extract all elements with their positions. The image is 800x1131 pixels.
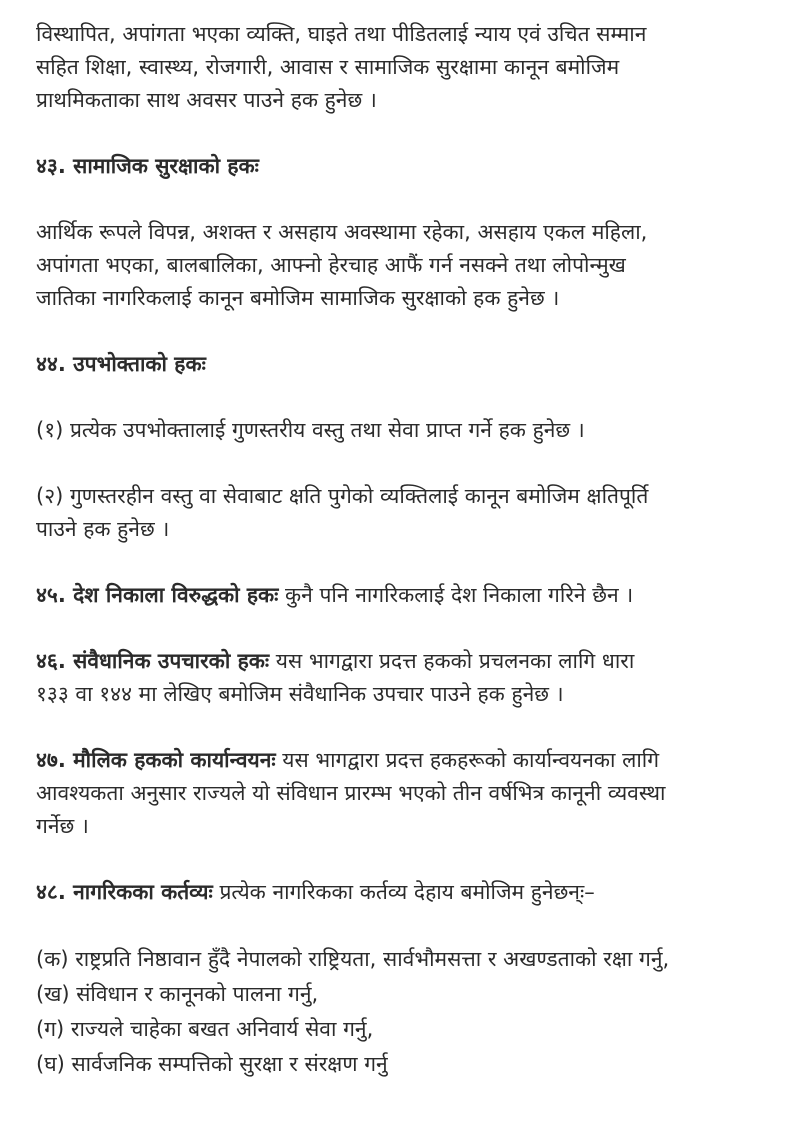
article-45-line — [36, 579, 772, 612]
list-item: (ख) संविधान र कानूनको पालना गर्नु, — [36, 982, 319, 1006]
article-43-body — [36, 216, 772, 315]
article-46 — [36, 645, 772, 711]
list-item: (ग) राज्यले चाहेका बखत अनिवार्य सेवा गर्नु, — [36, 1017, 374, 1041]
document-page — [36, 18, 772, 1082]
article-47-text: यस भागद्वारा प्रदत्त हकहरूको कार्यान्वयनका लागि — [275, 748, 660, 772]
article-48-heading: ४८. नागरिकका कर्तव्यः — [36, 880, 213, 904]
article-48-first-line — [36, 876, 772, 909]
article-47-heading: ४७. मौलिक हकको कार्यान्वयनः — [36, 748, 276, 772]
article-45-heading: ४५. देश निकाला विरुद्धको हकः — [36, 583, 279, 607]
paragraph-line: (१) प्रत्येक उपभोक्तालाई गुणस्तरीय वस्तु तथा सेवा प्राप्त गर्ने हक हुनेछ । — [36, 418, 585, 442]
article-43-heading: ४३. सामाजिक सुरक्षाको हकः — [36, 154, 259, 178]
article-42-continuation — [36, 18, 772, 117]
article-46-first-line — [36, 645, 772, 678]
list-item: (क) राष्ट्रप्रति निष्ठावान हुँदै नेपालको राष्ट्रियता, सार्वभौमसत्ता र अखण्डताको रक्षा गर्नु, — [36, 947, 670, 971]
list-item: (घ) सार्वजनिक सम्पत्तिको सुरक्षा र संरक्षण गर्नु — [36, 1052, 388, 1076]
paragraph-line: पाउने हक हुनेछ । — [36, 517, 170, 541]
paragraph-line: गर्नेछ । — [36, 814, 89, 838]
article-48 — [36, 876, 772, 909]
article-48-text: प्रत्येक नागरिकका कर्तव्य देहाय बमोजिम हुनेछन्ः– — [212, 880, 595, 904]
article-48-duties-list — [36, 942, 772, 1082]
article-47-first-line — [36, 744, 772, 777]
paragraph-line: आर्थिक रूपले विपन्न, अशक्त र असहाय अवस्थामा रहेका, असहाय एकल महिला, — [36, 220, 648, 244]
article-44-clause-2 — [36, 480, 772, 546]
article-44-heading: ४४. उपभोक्ताको हकः — [36, 352, 206, 376]
paragraph-line: १३३ वा १४४ मा लेखिए बमोजिम संवैधानिक उपचार पाउने हक हुनेछ । — [36, 682, 564, 706]
paragraph-line: अपांगता भएका, बालबालिका, आफ्नो हेरचाह आफैं गर्न नसक्ने तथा लोपोन्मुख — [36, 253, 626, 277]
paragraph-line: प्राथमिकताका साथ अवसर पाउने हक हुनेछ । — [36, 88, 377, 112]
article-44-clause-1 — [36, 414, 772, 447]
article-46-heading: ४६. संवैधानिक उपचारको हकः — [36, 649, 270, 673]
article-47 — [36, 744, 772, 843]
paragraph-line: आवश्यकता अनुसार राज्यले यो संविधान प्रारम्भ भएको तीन वर्षभित्र कानूनी व्यवस्था — [36, 781, 666, 805]
article-43-heading-block — [36, 150, 772, 183]
article-45 — [36, 579, 772, 612]
paragraph-line: विस्थापित, अपांगता भएका व्यक्ति, घाइते तथा पीडितलाई न्याय एवं उचित सम्मान — [36, 22, 647, 46]
article-44-heading-block — [36, 348, 772, 381]
paragraph-line: (२) गुणस्तरहीन वस्तु वा सेवाबाट क्षति पुगेको व्यक्तिलाई कानून बमोजिम क्षतिपूर्ति — [36, 484, 649, 508]
paragraph-line: सहित शिक्षा, स्वास्थ्य, रोजगारी, आवास र सामाजिक सुरक्षामा कानून बमोजिम — [36, 55, 620, 79]
paragraph-line: जातिका नागरिकलाई कानून बमोजिम सामाजिक सुरक्षाको हक हुनेछ । — [36, 286, 560, 310]
article-45-text: कुनै पनि नागरिकलाई देश निकाला गरिने छैन । — [278, 583, 634, 607]
article-46-text: यस भागद्वारा प्रदत्त हकको प्रचलनका लागि धारा — [269, 649, 635, 673]
